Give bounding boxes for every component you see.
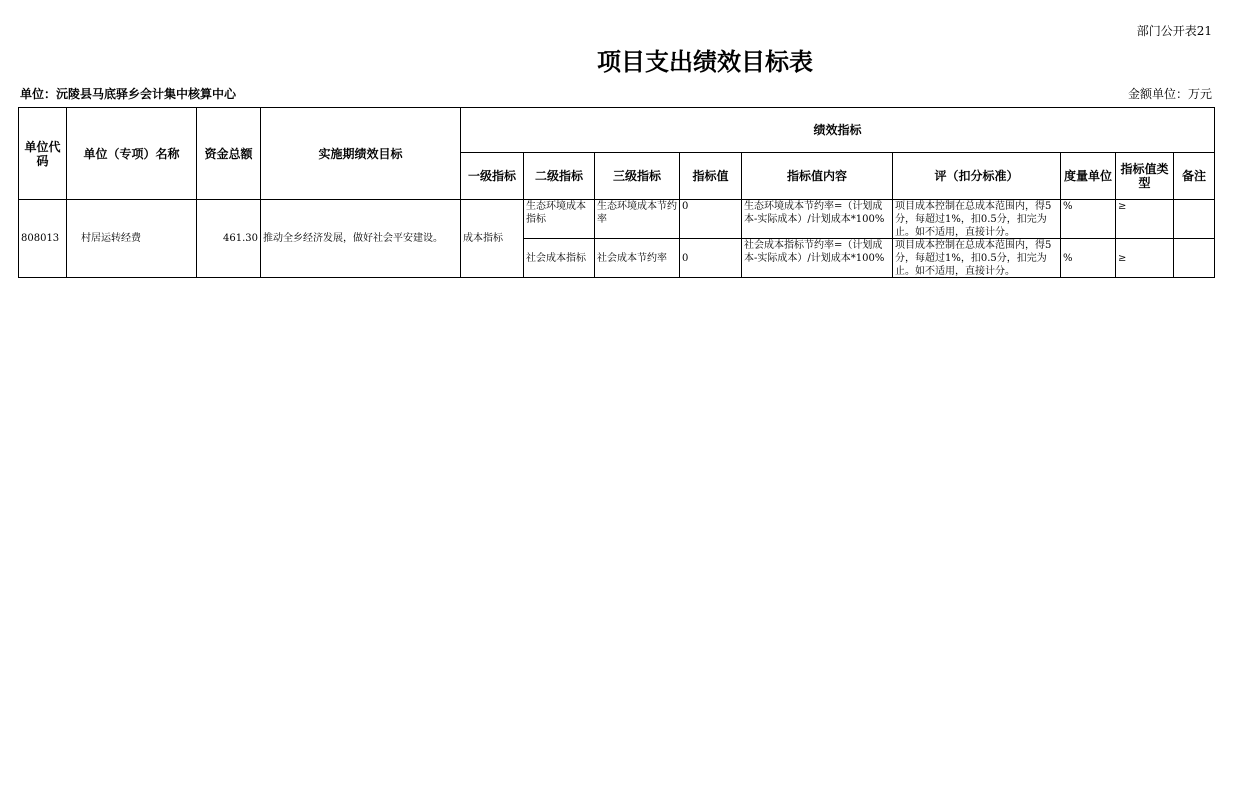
header-level1: 一级指标 xyxy=(461,153,524,200)
cell-goal: 推动全乡经济发展，做好社会平安建设。 xyxy=(261,200,461,278)
level3-text: 社会成本节约率 xyxy=(597,252,667,264)
cell-remark xyxy=(1174,239,1215,278)
cell-level2 xyxy=(524,200,595,239)
cell-measure-unit: % xyxy=(1061,239,1116,278)
level3-text: 生态环境成本节约率 xyxy=(597,201,677,225)
level2-text: 社会成本指标 xyxy=(526,252,586,264)
header-measure-unit: 度量单位 xyxy=(1061,153,1116,200)
cell-value: 0 xyxy=(680,200,742,239)
header-remark: 备注 xyxy=(1174,153,1215,200)
cell-scoring xyxy=(893,200,1061,239)
cell-level3 xyxy=(595,239,680,278)
header-unit-name: 单位（专项）名称 xyxy=(67,108,197,200)
cell-value: 0 xyxy=(680,239,742,278)
scoring-text: 项目成本控制在总成本范围内，得5分，每超过1%，扣0.5分，扣完为止。如不适用，直接计分。 xyxy=(895,201,1052,238)
cell-level3 xyxy=(595,200,680,239)
form-number: 部门公开表21 xyxy=(1136,24,1212,38)
table-row xyxy=(19,200,1215,239)
performance-table xyxy=(18,107,1215,278)
cell-value-content xyxy=(742,239,893,278)
header-value-type: 指标值类型 xyxy=(1116,153,1174,200)
header-unit-code: 单位代码 xyxy=(19,108,67,200)
cell-level2 xyxy=(524,239,595,278)
cell-unit-code: 808013 xyxy=(19,200,67,278)
header-scoring: 评（扣分标准） xyxy=(893,153,1061,200)
page-title: 项目支出绩效目标表 xyxy=(597,47,813,76)
cell-remark xyxy=(1174,200,1215,239)
cell-value-type: ≥ xyxy=(1116,200,1174,239)
header-goal: 实施期绩效目标 xyxy=(261,108,461,200)
header-total-funds: 资金总额 xyxy=(197,108,261,200)
unit-label: 单位：沅陵县马底驿乡会计集中核算中心 xyxy=(20,87,237,101)
cell-measure-unit: % xyxy=(1061,200,1116,239)
header-indicators-group: 绩效指标 xyxy=(461,108,1215,153)
level2-text: 生态环境成本指标 xyxy=(526,201,586,225)
cell-unit-name: 村居运转经费 xyxy=(67,200,197,278)
value-content-text: 社会成本指标节约率=（计划成本-实际成本）/计划成本*100% xyxy=(744,240,885,264)
cell-total-funds: 461.30 xyxy=(197,200,261,278)
value-content-text: 生态环境成本节约率=（计划成本-实际成本）/计划成本*100% xyxy=(744,201,885,225)
scoring-text: 项目成本控制在总成本范围内，得5分，每超过1%，扣0.5分，扣完为止。如不适用，直接计分。 xyxy=(895,240,1052,277)
header-level2: 二级指标 xyxy=(524,153,595,200)
header-value: 指标值 xyxy=(680,153,742,200)
header-level3: 三级指标 xyxy=(595,153,680,200)
cell-value-type: ≥ xyxy=(1116,239,1174,278)
cell-level1: 成本指标 xyxy=(461,200,524,278)
amount-unit-label: 金额单位：万元 xyxy=(1127,87,1212,101)
cell-value-content xyxy=(742,200,893,239)
cell-scoring xyxy=(893,239,1061,278)
header-value-content: 指标值内容 xyxy=(742,153,893,200)
